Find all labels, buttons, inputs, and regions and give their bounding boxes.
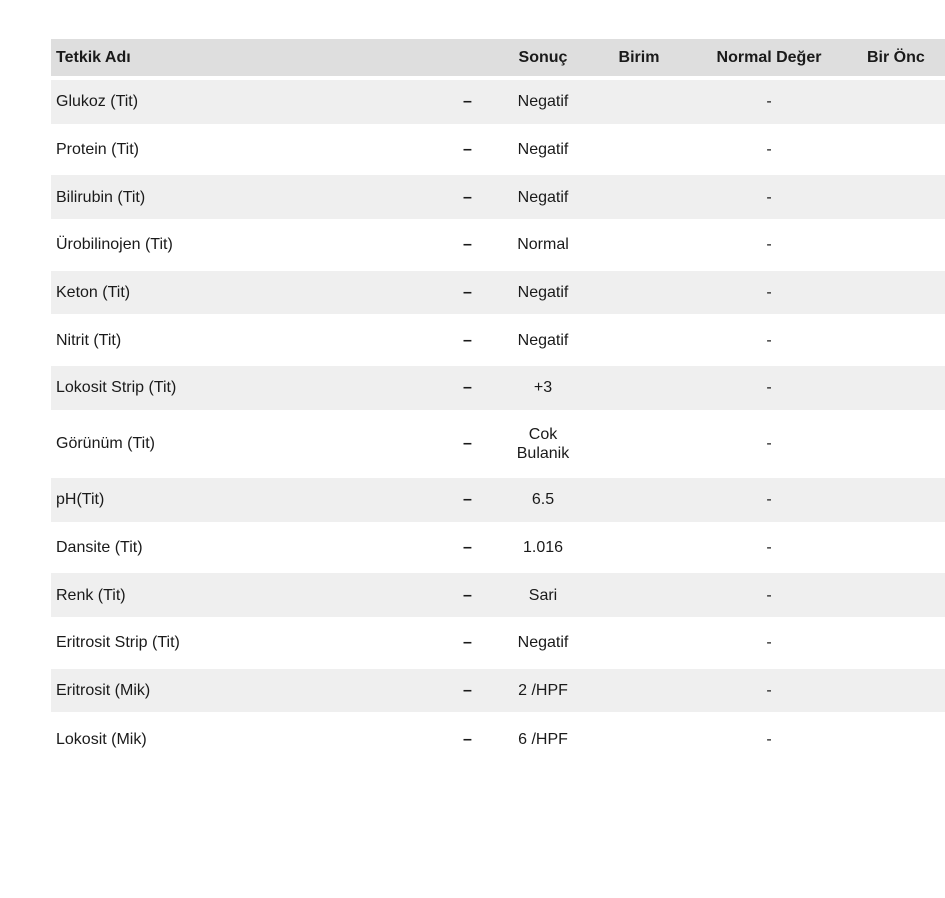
cell-flag: –: [463, 435, 472, 453]
cell-unit: [593, 524, 685, 572]
cell-unit: [593, 714, 685, 762]
cell-test-name: Ürobilinojen (Tit): [56, 236, 173, 254]
cell-previous: [853, 364, 945, 412]
cell-normal-value: -: [766, 730, 772, 748]
table-row: [51, 619, 945, 667]
cell-test-name: Dansite (Tit): [56, 538, 143, 556]
cell-test-name: Protein (Tit): [56, 141, 139, 159]
cell-unit: [593, 476, 685, 524]
cell-result: Normal: [517, 236, 569, 254]
cell-flag: –: [445, 173, 493, 221]
header-row: [51, 39, 945, 78]
cell-normal-value: -: [766, 141, 772, 159]
cell-normal-value: -: [766, 538, 772, 556]
cell-flag: –: [445, 476, 493, 524]
cell-normal-value: -: [766, 435, 772, 453]
cell-previous: [853, 316, 945, 364]
cell-flag: –: [445, 571, 493, 619]
cell-result: Negatif: [493, 78, 593, 126]
cell-unit: [593, 412, 685, 476]
cell-previous: [853, 221, 945, 269]
header-unit: Birim: [593, 39, 685, 78]
cell-test-name: Eritrosit Strip (Tit): [56, 634, 180, 652]
cell-previous: [853, 571, 945, 619]
cell-previous: [853, 412, 945, 476]
table-row: [51, 714, 945, 762]
table-row: [51, 364, 945, 412]
cell-result: Negatif: [493, 269, 593, 317]
cell-normal-value: -: [685, 364, 853, 412]
cell-result: Negatif: [517, 634, 569, 652]
cell-normal-value: -: [685, 269, 853, 317]
table-row: [51, 269, 945, 317]
cell-previous: [853, 476, 945, 524]
cell-normal-value: -: [766, 236, 772, 254]
cell-flag: –: [445, 269, 493, 317]
table-row: [51, 221, 945, 269]
cell-result: 6 /HPF: [518, 730, 568, 748]
cell-previous: [853, 126, 945, 174]
cell-result: +3: [493, 364, 593, 412]
cell-unit: [593, 78, 685, 126]
cell-previous: [853, 269, 945, 317]
cell-unit: [593, 667, 685, 715]
table-row: [51, 173, 945, 221]
table-body: [51, 78, 945, 762]
cell-previous: [853, 667, 945, 715]
cell-test-name: pH(Tit): [51, 476, 445, 524]
cell-normal-value: -: [685, 571, 853, 619]
table-row: [51, 78, 945, 126]
cell-result: 6.5: [493, 476, 593, 524]
cell-result: Cok Bulanik: [516, 425, 570, 462]
cell-flag: –: [445, 78, 493, 126]
cell-flag: –: [445, 364, 493, 412]
cell-test-name: Görünüm (Tit): [56, 435, 155, 453]
cell-test-name: Renk (Tit): [51, 571, 445, 619]
table-row: [51, 524, 945, 572]
cell-flag: –: [463, 236, 472, 254]
cell-previous: [853, 173, 945, 221]
cell-result: 1.016: [522, 538, 564, 556]
header-result: Sonuç: [493, 39, 593, 78]
cell-flag: –: [463, 141, 472, 159]
cell-unit: [593, 221, 685, 269]
cell-unit: [593, 173, 685, 221]
header-flag: [445, 39, 493, 78]
cell-result: Negatif: [517, 331, 569, 349]
cell-test-name: Bilirubin (Tit): [51, 173, 445, 221]
cell-previous: [853, 78, 945, 126]
table-row: [51, 412, 945, 476]
table-row: [51, 667, 945, 715]
cell-unit: [593, 316, 685, 364]
results-table: [51, 39, 945, 762]
cell-previous: [853, 619, 945, 667]
cell-test-name: Eritrosit (Mik): [51, 667, 445, 715]
cell-previous: [853, 714, 945, 762]
cell-test-name: Nitrit (Tit): [56, 331, 122, 349]
header-previous: Bir Önc: [853, 39, 945, 78]
cell-unit: [593, 364, 685, 412]
cell-normal-value: -: [766, 634, 772, 652]
cell-flag: –: [463, 331, 472, 349]
table-header: [51, 39, 945, 78]
cell-normal-value: -: [685, 476, 853, 524]
cell-normal-value: -: [685, 78, 853, 126]
cell-flag: –: [445, 667, 493, 715]
cell-flag: –: [463, 730, 472, 748]
cell-unit: [593, 619, 685, 667]
cell-result: Negatif: [493, 173, 593, 221]
cell-previous: [853, 524, 945, 572]
table-row: [51, 316, 945, 364]
cell-unit: [593, 571, 685, 619]
cell-flag: –: [463, 634, 472, 652]
table-row: [51, 571, 945, 619]
cell-normal-value: -: [766, 331, 772, 349]
table-row: [51, 476, 945, 524]
cell-test-name: Lokosit Strip (Tit): [51, 364, 445, 412]
header-normal-value: Normal Değer: [685, 39, 853, 78]
cell-unit: [593, 126, 685, 174]
header-test-name: Tetkik Adı: [51, 39, 445, 78]
cell-flag: –: [463, 538, 472, 556]
cell-test-name: Keton (Tit): [51, 269, 445, 317]
cell-result: 2 /HPF: [493, 667, 593, 715]
cell-result: Sari: [493, 571, 593, 619]
cell-test-name: Lokosit (Mik): [56, 730, 147, 748]
cell-normal-value: -: [685, 667, 853, 715]
table-row: [51, 126, 945, 174]
cell-unit: [593, 269, 685, 317]
cell-test-name: Glukoz (Tit): [51, 78, 445, 126]
cell-normal-value: -: [685, 173, 853, 221]
cell-result: Negatif: [517, 141, 569, 159]
